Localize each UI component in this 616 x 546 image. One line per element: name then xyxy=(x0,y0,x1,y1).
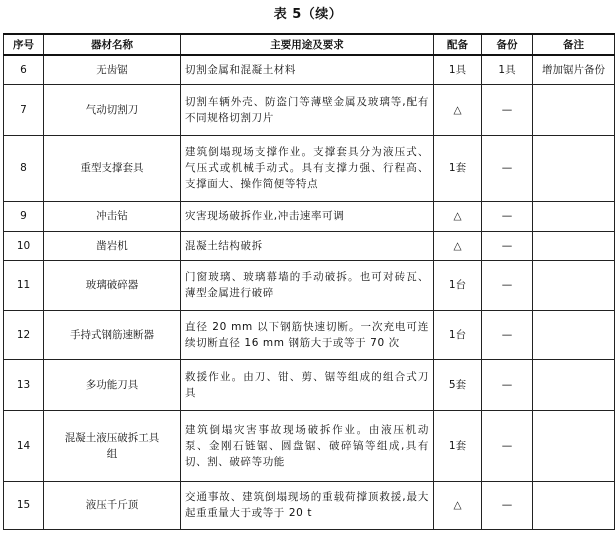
equipment-name: 冲击钻 xyxy=(44,201,181,231)
table-row xyxy=(4,359,615,410)
row-number: 7 xyxy=(4,84,44,135)
equipped-quantity: 1台 xyxy=(434,260,482,310)
equipment-description: 直径 20 mm 以下钢筋快速切断。一次充电可连续切断直径 16 mm 钢筋大于或等于 70 次 xyxy=(181,310,434,359)
remark xyxy=(533,84,615,135)
equipment-description: 门窗玻璃、玻璃幕墙的手动破拆。也可对砖瓦、薄型金属进行破碎 xyxy=(181,260,434,310)
backup-quantity: — xyxy=(482,84,533,135)
remark xyxy=(533,410,615,481)
backup-quantity: — xyxy=(482,410,533,481)
equipped-quantity: △ xyxy=(434,84,482,135)
row-number: 15 xyxy=(4,481,44,529)
equipment-description: 切割金属和混凝土材料 xyxy=(181,55,434,84)
equipment-description: 切割车辆外壳、防盗门等薄壁金属及玻璃等,配有不同规格切割刀片 xyxy=(181,84,434,135)
backup-quantity: — xyxy=(482,201,533,231)
table-row xyxy=(4,260,615,310)
equipment-name: 无齿锯 xyxy=(44,55,181,84)
backup-quantity: — xyxy=(482,359,533,410)
header-backup: 备份 xyxy=(482,34,533,55)
equipment-description: 建筑倒塌灾害事故现场破拆作业。由液压机动泵、金刚石链锯、圆盘锯、破碎镐等组成,具有切、割、破碎等功能 xyxy=(181,410,434,481)
equipment-name: 重型支撑套具 xyxy=(44,135,181,201)
header-note: 备注 xyxy=(533,34,615,55)
equipment-name: 气动切割刀 xyxy=(44,84,181,135)
row-number: 10 xyxy=(4,231,44,260)
equipped-quantity: 5套 xyxy=(434,359,482,410)
table-row xyxy=(4,55,615,84)
equipment-name: 多功能刀具 xyxy=(44,359,181,410)
row-number: 11 xyxy=(4,260,44,310)
header-no: 序号 xyxy=(4,34,44,55)
equipment-description: 交通事故、建筑倒塌现场的重载荷撑顶救援,最大起重重量大于或等于 20 t xyxy=(181,481,434,529)
equipment-description: 建筑倒塌现场支撑作业。支撑套具分为液压式、气压式或机械手动式。具有支撑力强、行程高、支撑面大、操作简便等特点 xyxy=(181,135,434,201)
equipment-name: 液压千斤顶 xyxy=(44,481,181,529)
remark xyxy=(533,260,615,310)
table-row xyxy=(4,231,615,260)
table-row xyxy=(4,310,615,359)
remark xyxy=(533,201,615,231)
table-row xyxy=(4,84,615,135)
equipment-name: 混凝土液压破拆工具组 xyxy=(44,410,181,481)
equipment-name: 手持式钢筋速断器 xyxy=(44,310,181,359)
remark xyxy=(533,359,615,410)
row-number: 8 xyxy=(4,135,44,201)
row-number: 14 xyxy=(4,410,44,481)
page-title: 表 5（续） xyxy=(273,7,343,22)
row-number: 13 xyxy=(4,359,44,410)
equipment-description: 灾害现场破拆作业,冲击速率可调 xyxy=(181,201,434,231)
remark: 增加锯片备份 xyxy=(533,55,615,84)
table-row xyxy=(4,201,615,231)
backup-quantity: — xyxy=(482,260,533,310)
equipped-quantity: 1具 xyxy=(434,55,482,84)
equipped-quantity: △ xyxy=(434,201,482,231)
backup-quantity: — xyxy=(482,135,533,201)
equipment-table xyxy=(3,33,615,530)
header-desc: 主要用途及要求 xyxy=(181,34,434,55)
remark xyxy=(533,135,615,201)
row-number: 12 xyxy=(4,310,44,359)
header-equip: 配备 xyxy=(434,34,482,55)
remark xyxy=(533,231,615,260)
equipment-name: 凿岩机 xyxy=(44,231,181,260)
remark xyxy=(533,481,615,529)
table-row xyxy=(4,481,615,529)
row-number: 9 xyxy=(4,201,44,231)
equipment-description: 救援作业。由刀、钳、剪、锯等组成的组合式刀具 xyxy=(181,359,434,410)
table-row xyxy=(4,135,615,201)
backup-quantity: — xyxy=(482,310,533,359)
equipped-quantity: 1台 xyxy=(434,310,482,359)
backup-quantity: — xyxy=(482,231,533,260)
equipped-quantity: △ xyxy=(434,481,482,529)
backup-quantity: — xyxy=(482,481,533,529)
equipped-quantity: △ xyxy=(434,231,482,260)
row-number: 6 xyxy=(4,55,44,84)
equipment-name: 玻璃破碎器 xyxy=(44,260,181,310)
equipped-quantity: 1套 xyxy=(434,410,482,481)
remark xyxy=(533,310,615,359)
equipped-quantity: 1套 xyxy=(434,135,482,201)
equipment-description: 混凝土结构破拆 xyxy=(181,231,434,260)
backup-quantity: 1具 xyxy=(482,55,533,84)
table-header-row xyxy=(4,34,615,55)
table-row xyxy=(4,410,615,481)
header-name: 器材名称 xyxy=(44,34,181,55)
